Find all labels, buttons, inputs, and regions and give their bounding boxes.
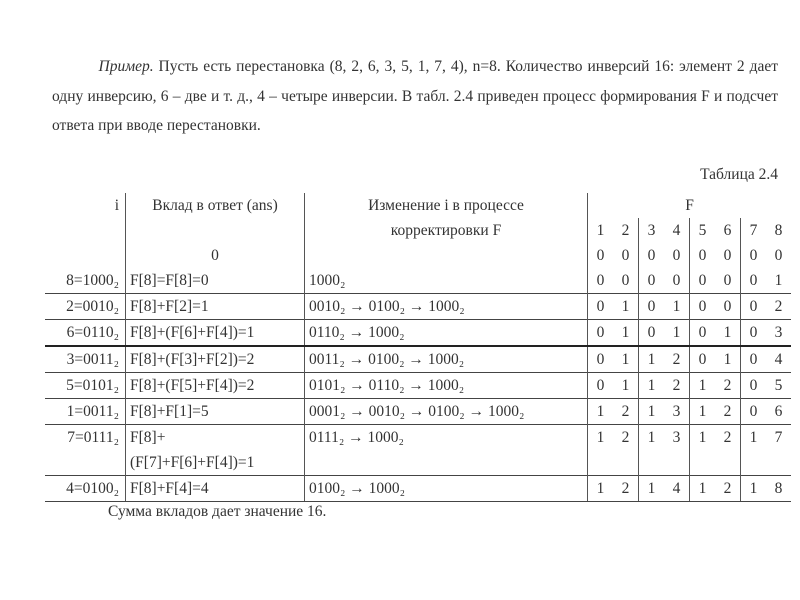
row-change: 0110₂ → 1000₂ xyxy=(305,320,588,347)
row-F-5: 1 xyxy=(690,476,716,502)
row-i: 1=0011₂ xyxy=(45,399,126,425)
row-F-1: 0 xyxy=(588,294,614,320)
row-F-6: 2 xyxy=(715,399,741,425)
header-row-2 xyxy=(45,218,791,243)
row-F-8: 7 xyxy=(766,425,791,476)
row-F-3: 0 xyxy=(639,268,665,294)
row-change: 0101₂ → 0110₂ → 1000₂ xyxy=(305,373,588,399)
row-change: 1000₂ xyxy=(305,268,588,294)
row-F-8: 1 xyxy=(774,272,783,289)
row-F-7: 0 xyxy=(741,346,767,373)
table-row xyxy=(45,294,791,320)
row-ans xyxy=(126,476,305,502)
header-i: i xyxy=(114,197,119,214)
row-i: 8=1000₂ xyxy=(66,272,119,289)
row-i: 2=0010₂ xyxy=(45,294,126,320)
row-change: 0001₂ → 0010₂ → 0100₂ → 1000₂ xyxy=(305,399,588,425)
table-row xyxy=(45,476,791,502)
row-F-7: 0 xyxy=(741,268,767,294)
row-F-8: 6 xyxy=(766,399,791,425)
row-F-4: 3 xyxy=(664,399,690,425)
row-F-7: 1 xyxy=(741,476,767,502)
F-index-8: 8 xyxy=(774,222,783,239)
row-F-2: 2 xyxy=(613,425,639,476)
row-F-1: 1 xyxy=(588,476,614,502)
row-ans-line: F[8]+(F[3]+F[2])=2 xyxy=(130,351,255,368)
row-F-4: 1 xyxy=(664,294,690,320)
row-F-8: 3 xyxy=(766,320,791,347)
row-F-2: 1 xyxy=(613,346,639,373)
row-F-4: 4 xyxy=(664,476,690,502)
table-row xyxy=(45,320,791,347)
row-ans-line: F[8]+ xyxy=(130,429,166,446)
fenwick-table xyxy=(45,193,791,502)
F-initial-6: 0 xyxy=(723,247,732,264)
row-ans-line: F[8]+F[2]=1 xyxy=(130,298,209,315)
row-i: 6=0110₂ xyxy=(45,320,126,347)
F-index-1: 1 xyxy=(588,218,614,243)
row-F-4: 1 xyxy=(664,320,690,347)
row-change: 0100₂ → 1000₂ xyxy=(305,476,588,502)
row-ans xyxy=(126,399,305,425)
row-F-8: 2 xyxy=(766,294,791,320)
example-paragraph xyxy=(52,52,778,141)
row-ans xyxy=(126,346,305,373)
row-F-5: 1 xyxy=(690,373,716,399)
row-F-1: 1 xyxy=(588,399,614,425)
row-F-6: 1 xyxy=(715,320,741,347)
row-F-2: 1 xyxy=(613,294,639,320)
row-ans xyxy=(126,268,305,294)
row-F-8: 8 xyxy=(766,476,791,502)
row-F-8: 5 xyxy=(766,373,791,399)
row-F-2: 2 xyxy=(613,476,639,502)
F-index-5: 5 xyxy=(690,218,716,243)
F-initial-4: 0 xyxy=(672,247,681,264)
row-F-4: 3 xyxy=(664,425,690,476)
row-F-3: 1 xyxy=(639,425,665,476)
F-index-6: 6 xyxy=(723,222,732,239)
row-F-5: 1 xyxy=(690,399,716,425)
example-text: Пусть есть перестановка (8, 2, 6, 3, 5, 1, 7, 4), n=8. Количество инверсий 16: элемент 2 дает одну инверсию, 6 – две и т. д., 4 – четыре инверсии. В табл. 2.4 приведен процесс формирования F и подсчет ответа при вводе перестановки. xyxy=(52,58,778,134)
row-F-7: 0 xyxy=(741,373,767,399)
row-F-6: 0 xyxy=(715,294,741,320)
table-caption: Таблица 2.4 xyxy=(700,166,778,183)
table-row xyxy=(45,268,791,294)
row-ans-line: F[8]+(F[6]+F[4])=1 xyxy=(130,324,255,341)
F-index-3: 3 xyxy=(639,218,665,243)
F-initial-3: 0 xyxy=(639,243,665,268)
row-i: 3=0011₂ xyxy=(45,346,126,373)
row-F-5: 0 xyxy=(690,268,716,294)
table-row xyxy=(45,373,791,399)
row-ans-line: F[8]+F[4]=4 xyxy=(130,480,209,497)
F-initial-5: 0 xyxy=(690,243,716,268)
row-F-4: 0 xyxy=(672,272,681,289)
row-ans xyxy=(126,320,305,347)
row-F-1: 0 xyxy=(588,320,614,347)
row-F-1: 0 xyxy=(588,346,614,373)
row-F-8: 4 xyxy=(766,346,791,373)
row-F-4: 2 xyxy=(664,373,690,399)
table-row xyxy=(45,346,791,373)
row-i: 4=0100₂ xyxy=(45,476,126,502)
F-index-2: 2 xyxy=(621,222,630,239)
header-F: F xyxy=(588,193,792,218)
row-F-2: 2 xyxy=(613,399,639,425)
row-F-5: 1 xyxy=(690,425,716,476)
row-ans-line: F[8]+(F[5]+F[4])=2 xyxy=(130,377,255,394)
F-index-7: 7 xyxy=(741,218,767,243)
row-i: 7=0111₂ xyxy=(45,425,126,476)
row-F-1: 1 xyxy=(588,425,614,476)
initial-row xyxy=(45,243,791,268)
row-F-7: 0 xyxy=(741,320,767,347)
row-ans xyxy=(126,373,305,399)
row-F-1: 0 xyxy=(588,268,614,294)
row-ans xyxy=(126,425,305,476)
header-change: Изменение i в процессе xyxy=(305,193,588,218)
row-change: 0111₂ → 1000₂ xyxy=(305,425,588,476)
table-row xyxy=(45,399,791,425)
row-F-1: 0 xyxy=(588,373,614,399)
row-i: 5=0101₂ xyxy=(45,373,126,399)
header-ans: Вклад в ответ (ans) xyxy=(126,193,305,218)
row-F-6: 2 xyxy=(715,425,741,476)
row-F-7: 0 xyxy=(741,294,767,320)
table-row xyxy=(45,425,791,476)
row-F-3: 1 xyxy=(639,399,665,425)
F-index-4: 4 xyxy=(672,222,681,239)
row-change: 0011₂ → 0100₂ → 1000₂ xyxy=(305,346,588,373)
row-F-5: 0 xyxy=(690,346,716,373)
row-F-2: 0 xyxy=(621,272,630,289)
row-F-6: 0 xyxy=(723,272,732,289)
row-F-5: 0 xyxy=(690,320,716,347)
row-F-6: 1 xyxy=(715,346,741,373)
F-initial-7: 0 xyxy=(741,243,767,268)
row-F-6: 2 xyxy=(715,476,741,502)
row-F-2: 1 xyxy=(613,373,639,399)
row-F-3: 0 xyxy=(639,294,665,320)
row-F-5: 0 xyxy=(690,294,716,320)
F-initial-2: 0 xyxy=(621,247,630,264)
initial-ans: 0 xyxy=(126,243,305,268)
header-row xyxy=(45,193,791,218)
row-F-3: 0 xyxy=(639,320,665,347)
row-F-3: 1 xyxy=(639,476,665,502)
row-F-4: 2 xyxy=(664,346,690,373)
row-F-7: 1 xyxy=(741,425,767,476)
row-change: 0010₂ → 0100₂ → 1000₂ xyxy=(305,294,588,320)
row-ans-line: F[8]=F[8]=0 xyxy=(130,272,209,289)
row-F-6: 2 xyxy=(715,373,741,399)
row-F-3: 1 xyxy=(639,373,665,399)
F-initial-1: 0 xyxy=(588,243,614,268)
row-F-3: 1 xyxy=(639,346,665,373)
row-ans-line: (F[7]+F[6]+F[4])=1 xyxy=(130,454,255,471)
F-initial-8: 0 xyxy=(774,247,783,264)
row-ans-line: F[8]+F[1]=5 xyxy=(130,403,209,420)
row-F-2: 1 xyxy=(613,320,639,347)
row-F-7: 0 xyxy=(741,399,767,425)
row-ans xyxy=(126,294,305,320)
summary-text: Сумма вкладов дает значение 16. xyxy=(108,503,327,520)
header-change-2: корректировки F xyxy=(305,218,588,243)
example-lead: Пример. xyxy=(98,58,154,75)
